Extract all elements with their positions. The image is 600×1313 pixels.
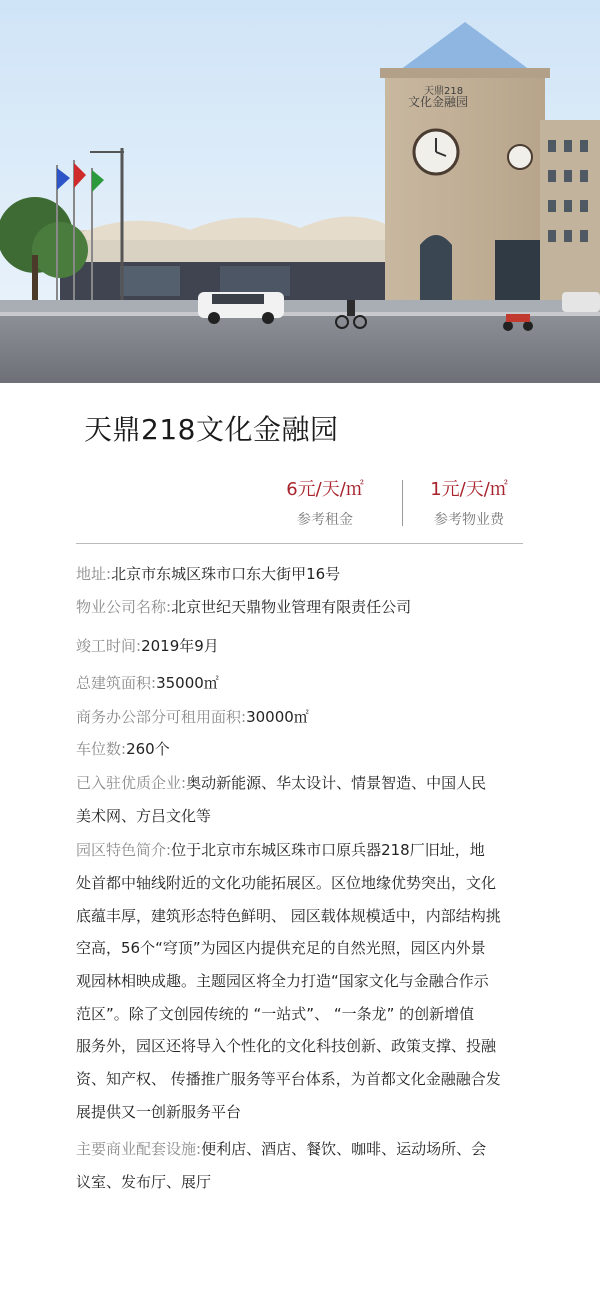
- completion-label: 竣工时间:: [76, 637, 142, 655]
- rent-value: 6元/天/㎡: [286, 479, 364, 500]
- features-line: 空高，56个“穹顶”为园区内提供充足的自然光照，园区内外景: [76, 939, 486, 957]
- property-fee-metric: [374, 476, 564, 533]
- features-label: 园区特色简介:: [76, 841, 172, 859]
- features-value: 位于北京市东城区珠市口原兵器218厂旧址，地: [171, 841, 485, 859]
- property-company-value: 北京世纪天鼎物业管理有限责任公司: [171, 598, 412, 616]
- tenants-row: [76, 767, 516, 800]
- total-area-row: [76, 667, 516, 700]
- property-fee-value: 1元/天/㎡: [430, 479, 508, 500]
- features-line: 展提供又一创新服务平台: [76, 1103, 242, 1121]
- features-row: [76, 834, 516, 867]
- features-line: 服务外，园区还将导入个性化的文化科技创新、政策支撑、投融: [76, 1037, 497, 1055]
- rentable-area-label: 商务办公部分可租用面积:: [76, 708, 247, 726]
- section-divider: [76, 543, 523, 544]
- rent-label: 参考租金: [297, 512, 353, 528]
- tenants-label: 已入驻优质企业:: [76, 774, 187, 792]
- completion-row: [76, 630, 516, 663]
- rentable-area-row: [76, 701, 516, 734]
- hero-photo: [0, 0, 600, 383]
- parking-label: 车位数:: [76, 740, 127, 758]
- facilities-row-line2: [76, 1166, 516, 1199]
- property-fee-label: 参考物业费: [434, 512, 504, 528]
- tenants-value-line2: 美术网、方吕文化等: [76, 807, 212, 825]
- address-value: 北京市东城区珠市口东大街甲16号: [111, 565, 341, 583]
- features-line: 范区”。除了文创园传统的 “一站式”、 “一条龙” 的创新增值: [76, 1005, 475, 1023]
- total-area-label: 总建筑面积:: [76, 674, 157, 692]
- property-company-label: 物业公司名称:: [76, 598, 172, 616]
- parking-value: 260个: [126, 740, 170, 758]
- tenants-row-line2: [76, 800, 516, 833]
- rentable-area-value: 30000㎡: [246, 708, 309, 726]
- tenants-value: 奥动新能源、华太设计、情景智造、中国人民: [186, 774, 487, 792]
- property-company-row: [76, 591, 516, 624]
- parking-row: [76, 733, 516, 766]
- hero-illustration: [0, 0, 600, 383]
- completion-value: 2019年9月: [141, 637, 219, 655]
- total-area-value: 35000㎡: [156, 674, 219, 692]
- features-line: 底蕴丰厚，建筑形态特色鲜明、 园区载体规模适中，内部结构挑: [76, 907, 501, 925]
- address-label: 地址:: [76, 565, 112, 583]
- tower-sign-line2: 文化金融园: [408, 95, 469, 109]
- tower-sign-line1: 天鼎218: [424, 86, 464, 97]
- page-title: 天鼎218文化金融园: [84, 413, 339, 446]
- facilities-row: [76, 1133, 516, 1166]
- features-line: 资、知产权、 传播推广服务等平台体系，为首都文化金融融合发: [76, 1070, 501, 1088]
- price-metrics: [0, 476, 600, 536]
- features-line: 观园林相映成趣。主题园区将全力打造“国家文化与金融合作示: [76, 972, 489, 990]
- features-line: 处首都中轴线附近的文化功能拓展区。区位地缘优势突出，文化: [76, 874, 497, 892]
- address-row: [76, 558, 516, 591]
- facilities-value: 便利店、酒店、餐饮、咖啡、运动场所、会: [201, 1140, 487, 1158]
- facilities-label: 主要商业配套设施:: [76, 1140, 202, 1158]
- facilities-value-line2: 议室、发布厅、展厅: [76, 1173, 212, 1191]
